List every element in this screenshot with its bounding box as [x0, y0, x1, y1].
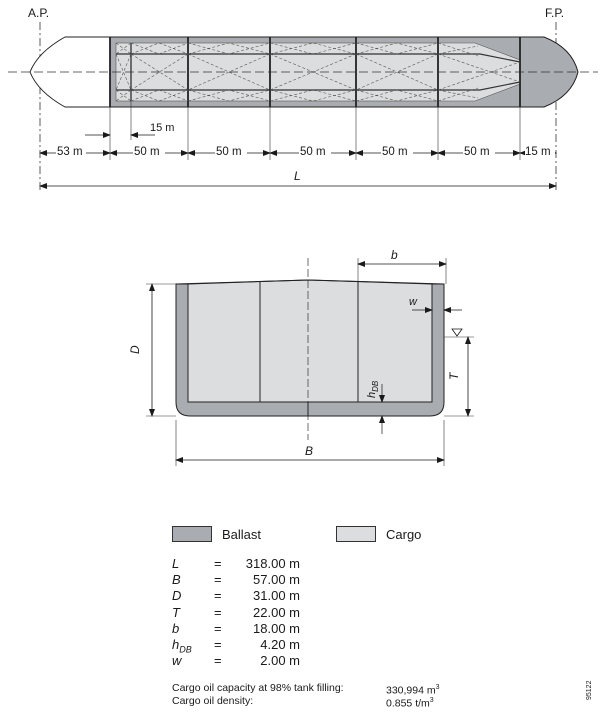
D-label: D: [128, 345, 142, 354]
segment-label-4: 50 m: [300, 146, 326, 158]
T-label: T: [447, 372, 461, 380]
param-row-B: B = 57.00 m: [172, 572, 300, 588]
segment-label-7: 15 m: [525, 146, 551, 158]
segment-label-5: 50 m: [382, 146, 408, 158]
ballast-swatch: [172, 526, 212, 542]
ap-label: A.P.: [28, 6, 50, 20]
segment-label-1: 53 m: [57, 146, 83, 158]
param-row-T: T = 22.00 m: [172, 604, 300, 620]
legend-ballast: [172, 526, 261, 542]
plan-view: [8, 6, 598, 193]
param-row-b: b = 18.00 m: [172, 620, 300, 636]
callout-15m-label: 15 m: [150, 122, 175, 134]
parameter-list: [172, 556, 372, 669]
ballast-label: Ballast: [222, 526, 262, 542]
param-row-hDB: $h_{DB}$ = 4.20 m: [172, 636, 300, 655]
b-label: b: [391, 248, 398, 262]
length-L-label: L: [294, 169, 301, 183]
figure-id: 95122: [586, 680, 593, 700]
segment-label-6: 50 m: [464, 146, 490, 158]
legend-cargo: [336, 526, 421, 542]
segment-label-3: 50 m: [216, 146, 242, 158]
param-row-L: L = 318.00 m: [172, 556, 300, 571]
cargo-swatch: [336, 526, 376, 542]
cargo-notes: [172, 682, 492, 707]
segment-label-2: 50 m: [134, 146, 160, 158]
w-label: w: [409, 296, 417, 308]
param-row-D: D = 31.00 m: [172, 588, 300, 604]
param-row-w: w = 2.00 m: [172, 653, 300, 669]
midship-section: [128, 248, 474, 466]
fp-label: F.P.: [545, 6, 565, 20]
B-label: B: [305, 444, 314, 458]
hDB-label: $h_{DB}$: [366, 380, 380, 398]
density-row: Cargo oil density: 0.855 $t/m^3$: [172, 694, 434, 709]
capacity-row: Cargo oil capacity at 98% tank filling: 330,994 $m^3$: [172, 682, 440, 697]
legend: [172, 526, 472, 548]
cargo-label: Cargo: [386, 526, 422, 542]
